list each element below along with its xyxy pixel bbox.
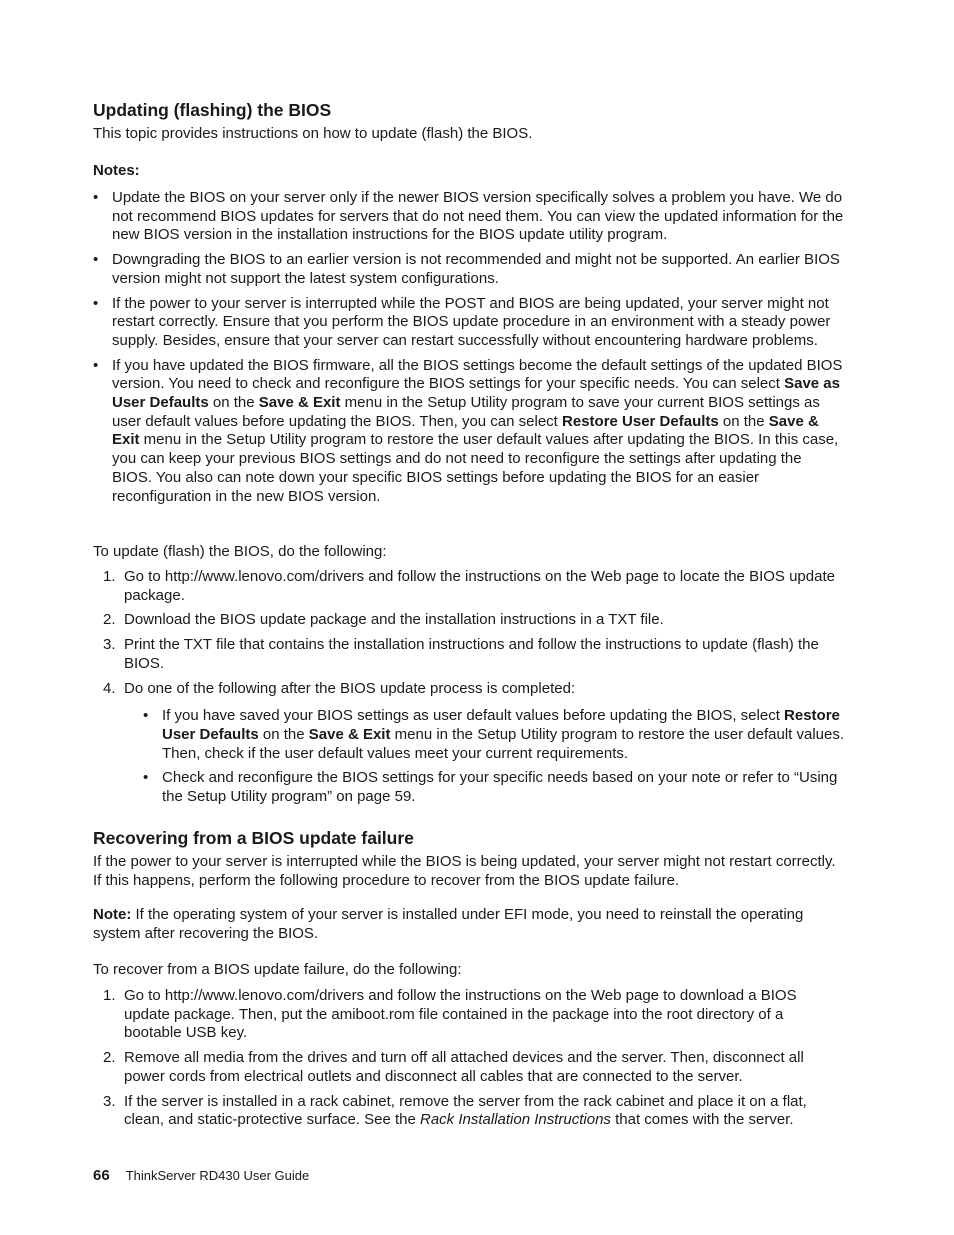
footer-doc-title: ThinkServer RD430 User Guide: [125, 1168, 310, 1183]
step-item: 3. Print the TXT file that contains the installation instructions and follow the instructions to update (flash) the BIOS.: [103, 636, 819, 672]
step-item: 3. If the server is installed in a rack cabinet, remove the server from the rack cabinet and place it on a flat, clean, and static-protective surface. See the Rack Installation Instructions that comes with the server.: [103, 1092, 807, 1129]
menu-name-save-exit: Save & Exit: [308, 725, 391, 743]
section-title-updating-bios: Updating (flashing) the BIOS: [93, 100, 332, 120]
note-item: • If the power to your server is interrupted while the POST and BIOS are being updated, your server might not restart correctly. Ensure that you perform the BIOS update procedure in an environment with a steady power supply. Besides, ensure that your server can restart successfully without encountering hardware problems.: [93, 295, 845, 351]
step-item: 1. Go to http://www.lenovo.com/drivers and follow the instructions on the Web page to locate the BIOS update package.: [103, 568, 835, 604]
note-item: • Downgrading the BIOS to an earlier version is not recommended and might not be supported. An earlier BIOS version might not support the latest system configurations.: [93, 251, 845, 288]
note-item: • Update the BIOS on your server only if the newer BIOS version specifically solves a problem you have. We do not recommend BIOS updates for servers that do not need them. You can view the updated information for the new BIOS version in the installation instructions for the BIOS update utility program.: [93, 189, 845, 245]
step-item: 1. Go to http://www.lenovo.com/drivers and follow the instructions on the Web page to download a BIOS update package. Then, put the amiboot.rom file contained in the package into the root directory of a bootable USB key.: [103, 987, 797, 1042]
note-label: Note:: [93, 906, 132, 923]
section2-intro-block: [93, 853, 845, 890]
step-item: 4. Do one of the following after the BIOS update process is completed: • If you have saved your BIOS settings as user default values before updating the BIOS, select Restore User Defaults on the Save & Exit menu in the Setup Utility program to restore the user default values. Then, check if the user default values meet your current requirements. • Check and reconfigure the BIOS settings for your specific needs based on your note or refer to “Using the Setup Utility program” on page 59.: [93, 680, 845, 807]
recover-steps-list: [93, 987, 845, 1130]
menu-item-restore-user-defaults: Restore User Defaults: [162, 707, 840, 743]
section2-note: Note: If the operating system of your server is installed under EFI mode, you need to reinstall the operating system after recovering the BIOS.: [93, 906, 804, 942]
update-steps-intro-block: [93, 543, 845, 562]
menu-item-restore-user-defaults: Restore User Defaults: [562, 412, 719, 430]
section2-intro: If the power to your server is interrupted while the BIOS is being updated, your server might not restart correctly. If this happens, perform the following procedure to recover from the BIOS update failure.: [93, 853, 836, 889]
update-steps-block: [93, 568, 845, 813]
menu-item-save-as-user-defaults: Save as User Defaults: [112, 375, 840, 412]
step-item: 2. Remove all media from the drives and turn off all attached devices and the server. Then, disconnect all power cords from electrical outlets and disconnect all cables that are connected to the server.: [103, 1049, 804, 1085]
section2-note-block: [93, 906, 845, 943]
doc-reference-rack-installation: Rack Installation Instructions: [420, 1111, 611, 1129]
menu-name-save-exit: Save & Exit: [258, 394, 341, 412]
section-title-recovering: Recovering from a BIOS update failure: [93, 828, 414, 848]
step-item: 2. Download the BIOS update package and the installation instructions in a TXT file.: [103, 611, 664, 629]
notes-list: [93, 189, 845, 506]
update-steps-list: [93, 568, 845, 807]
recover-steps-intro-block: [93, 961, 845, 980]
step-4-sublist: [124, 707, 845, 807]
substep-item: • If you have saved your BIOS settings as user default values before updating the BIOS, select Restore User Defaults on the Save & Exit menu in the Setup Utility program to restore the user default values. Then, check if the user default values meet your current requirements.: [143, 707, 845, 763]
section1-intro-block: [93, 125, 845, 144]
notes-label: Notes:: [93, 162, 140, 179]
page-footer: [93, 1167, 309, 1184]
update-steps-intro: To update (flash) the BIOS, do the following:: [93, 543, 387, 560]
recover-steps-block: [93, 987, 845, 1136]
substep-item: • Check and reconfigure the BIOS settings for your specific needs based on your note or refer to “Using the Setup Utility program” on page 59.: [143, 769, 845, 806]
notes-block: [93, 189, 845, 512]
recover-steps-intro: To recover from a BIOS update failure, do the following:: [93, 961, 462, 978]
menu-name-save-exit: Save & Exit: [112, 412, 819, 449]
note-item: • If you have updated the BIOS firmware, all the BIOS settings become the default settings of the updated BIOS version. You need to check and reconfigure the BIOS settings for your specific needs. You can select Save as User Defaults on the Save & Exit menu in the Setup Utility program to save your current BIOS settings as user default values before updating the BIOS. Then, you can select Restore User Defaults on the Save & Exit menu in the Setup Utility program to restore the user default values after updating the BIOS. In this case, you can keep your previous BIOS settings and do not need to reconfigure the settings after updating the BIOS. You also can note down your specific BIOS settings before updating the BIOS for an easier reconfiguration in the new BIOS version.: [93, 357, 845, 507]
page-number: 66: [93, 1167, 110, 1184]
section1-intro: This topic provides instructions on how to update (flash) the BIOS.: [93, 125, 533, 142]
notes-heading-block: [93, 162, 845, 181]
